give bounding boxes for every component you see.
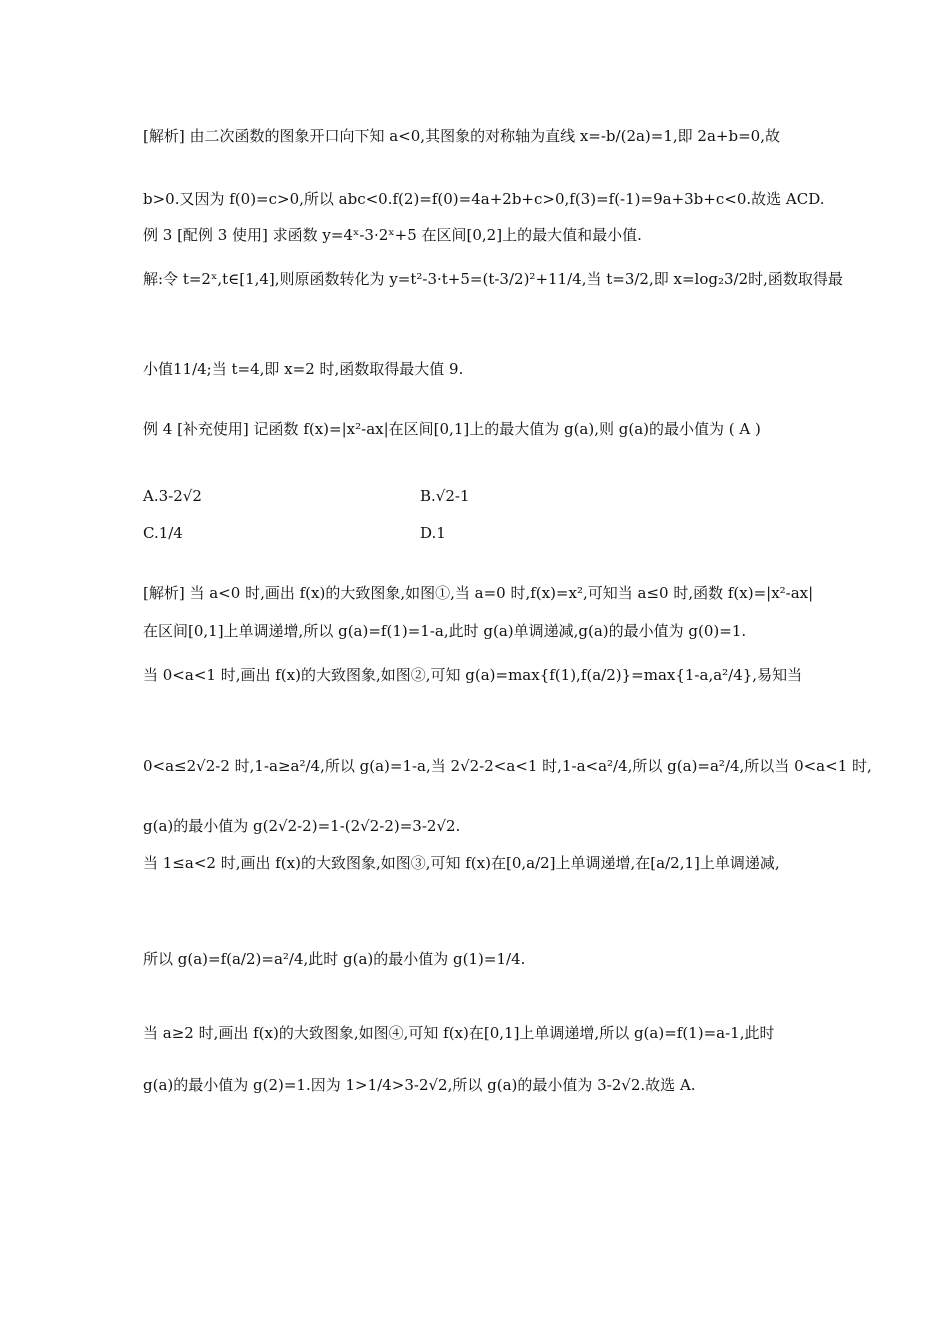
analysis-2-line-3: 当 0<a<1 时,画出 f(x)的大致图象,如图②,可知 g(a)=max{f(1),f(a/2)}=max{1-a,a²/4},易知当 [143, 666, 803, 684]
example-3-solution-1: 解:令 t=2ˣ,t∈[1,4],则原函数转化为 y=t²-3·t+5=(t-3/2)²+11/4,当 t=3/2,即 x=log₂3/2时,函数取得最 [143, 270, 843, 288]
options-row-1 [143, 487, 820, 505]
analysis-1-line-2: b>0.又因为 f(0)=c>0,所以 abc<0.f(2)=f(0)=4a+2b+c>0,f(3)=f(-1)=9a+3b+c<0.故选 ACD. [143, 190, 825, 208]
option-d: D.1 [420, 524, 446, 542]
analysis-2-line-5: g(a)的最小值为 g(2√2-2)=1-(2√2-2)=3-2√2. [143, 817, 461, 835]
option-b: B.√2-1 [420, 487, 470, 505]
analysis-2-line-4: 0<a≤2√2-2 时,1-a≥a²/4,所以 g(a)=1-a,当 2√2-2<a<1 时,1-a<a²/4,所以 g(a)=a²/4,所以当 0<a<1 时, [143, 757, 872, 775]
analysis-1-line-1: [解析] 由二次函数的图象开口向下知 a<0,其图象的对称轴为直线 x=-b/(2a)=1,即 2a+b=0,故 [143, 127, 780, 145]
option-a: A.3-2√2 [143, 487, 202, 505]
options-row-2 [143, 524, 820, 542]
analysis-2-line-1: [解析] 当 a<0 时,画出 f(x)的大致图象,如图①,当 a=0 时,f(x)=x²,可知当 a≤0 时,函数 f(x)=|x²-ax| [143, 584, 814, 602]
example-3-solution-2: 小值11/4;当 t=4,即 x=2 时,函数取得最大值 9. [143, 360, 464, 378]
option-c: C.1/4 [143, 524, 183, 542]
analysis-2-line-9: g(a)的最小值为 g(2)=1.因为 1>1/4>3-2√2,所以 g(a)的最小值为 3-2√2.故选 A. [143, 1076, 696, 1094]
analysis-2-line-6: 当 1≤a<2 时,画出 f(x)的大致图象,如图③,可知 f(x)在[0,a/2]上单调递增,在[a/2,1]上单调递减, [143, 854, 780, 872]
example-4-title: 例 4 [补充使用] 记函数 f(x)=|x²-ax|在区间[0,1]上的最大值为 g(a),则 g(a)的最小值为 ( A ) [143, 420, 761, 438]
analysis-2-line-7: 所以 g(a)=f(a/2)=a²/4,此时 g(a)的最小值为 g(1)=1/4. [143, 950, 526, 968]
example-3-title: 例 3 [配例 3 使用] 求函数 y=4ˣ-3·2ˣ+5 在区间[0,2]上的最大值和最小值. [143, 226, 642, 244]
analysis-2-line-2: 在区间[0,1]上单调递增,所以 g(a)=f(1)=1-a,此时 g(a)单调递减,g(a)的最小值为 g(0)=1. [143, 622, 747, 640]
analysis-2-line-8: 当 a≥2 时,画出 f(x)的大致图象,如图④,可知 f(x)在[0,1]上单调递增,所以 g(a)=f(1)=a-1,此时 [143, 1024, 775, 1042]
